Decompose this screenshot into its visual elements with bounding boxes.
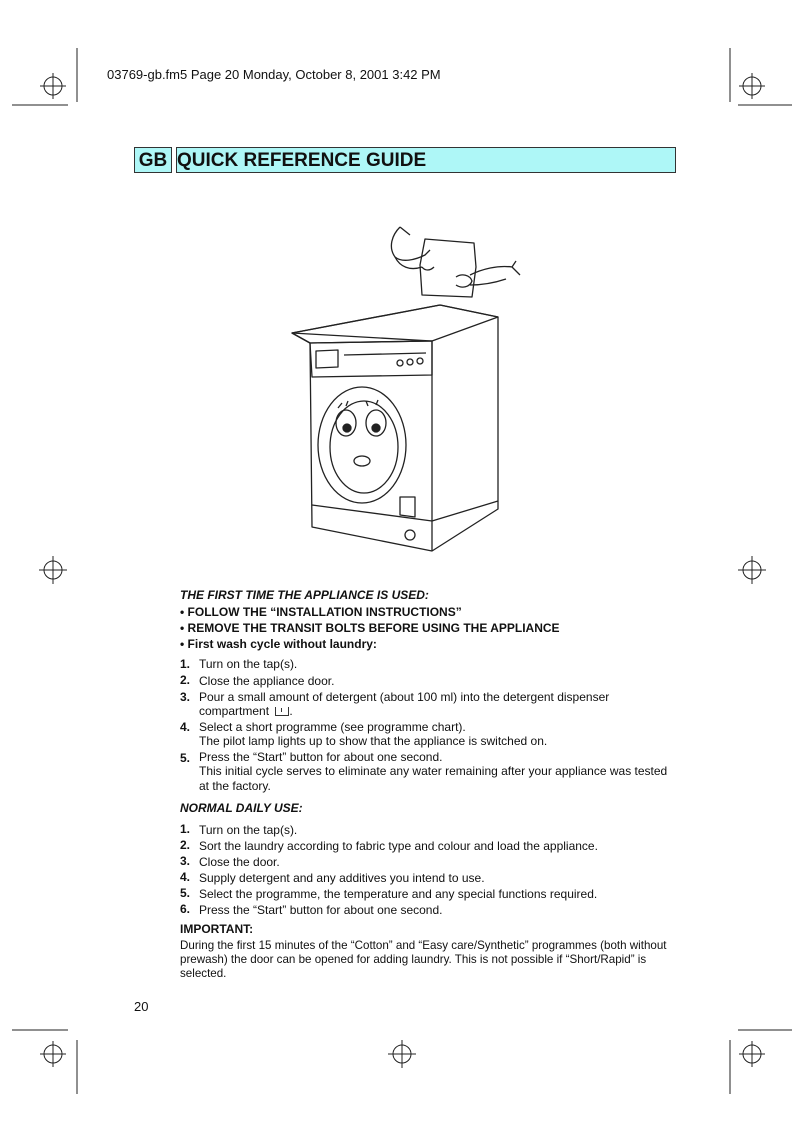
first-step-text: Pour a small amount of detergent (about 100 ml) into the detergent dispenser <box>199 690 610 704</box>
first-step-number: 5. <box>180 751 191 765</box>
first-step-text-continued: compartment <box>199 704 270 718</box>
first-step-text: Turn on the tap(s). <box>199 657 298 671</box>
first-step-number: 4. <box>180 720 191 734</box>
first-step-text: at the factory. <box>199 779 271 793</box>
first-step-text: This initial cycle serves to eliminate any water remaining after your appliance was tested <box>199 764 668 778</box>
bullet-installation: • FOLLOW THE “INSTALLATION INSTRUCTIONS” <box>180 605 462 619</box>
first-step-text: Close the appliance door. <box>199 674 335 688</box>
language-code-badge: GB <box>134 147 172 173</box>
important-body: During the first 15 minutes of the “Cotton” and “Easy care/Synthetic” programmes (both without prewash) the door can be opened for adding laundry. This is not possible if “Short/Rapid” is selected. <box>180 939 667 980</box>
important-heading: IMPORTANT: <box>180 922 254 936</box>
first-step-number: 2. <box>180 673 191 687</box>
detergent-compartment-icon <box>275 707 289 716</box>
first-step-number: 3. <box>180 690 191 704</box>
daily-step-number: 6. <box>180 902 191 916</box>
page-title: QUICK REFERENCE GUIDE <box>176 147 676 173</box>
page-number: 20 <box>134 999 149 1014</box>
daily-step-number: 2. <box>180 838 191 852</box>
bullet-transit-bolts: • REMOVE THE TRANSIT BOLTS BEFORE USING THE APPLIANCE <box>180 621 560 635</box>
first-step-number: 1. <box>180 657 191 671</box>
first-step-text: Select a short programme (see programme chart). <box>199 720 466 734</box>
daily-step-text: Close the door. <box>199 855 280 869</box>
daily-step-number: 1. <box>180 822 191 836</box>
first-step-text: The pilot lamp lights up to show that the appliance is switched on. <box>199 734 548 748</box>
first-step-text: compartment . <box>199 704 293 718</box>
daily-step-text: Press the “Start” button for about one second. <box>199 903 443 917</box>
daily-step-text: Sort the laundry according to fabric type and colour and load the appliance. <box>199 839 598 853</box>
bullet-first-wash: • First wash cycle without laundry: <box>180 637 377 651</box>
daily-step-number: 5. <box>180 886 191 900</box>
first-use-heading: THE FIRST TIME THE APPLIANCE IS USED: <box>180 588 429 602</box>
hands-holding-manual-icon <box>391 227 520 297</box>
daily-step-text: Select the programme, the temperature and any special functions required. <box>199 887 598 901</box>
daily-step-number: 3. <box>180 854 191 868</box>
daily-use-heading: NORMAL DAILY USE: <box>180 801 303 815</box>
washing-machine-illustration <box>250 205 550 565</box>
daily-step-number: 4. <box>180 870 191 884</box>
first-step-text: Press the “Start” button for about one second. <box>199 750 443 764</box>
daily-step-text: Supply detergent and any additives you intend to use. <box>199 871 485 885</box>
file-info-header: 03769-gb.fm5 Page 20 Monday, October 8, 2001 3:42 PM <box>107 67 441 82</box>
daily-step-text: Turn on the tap(s). <box>199 823 298 837</box>
